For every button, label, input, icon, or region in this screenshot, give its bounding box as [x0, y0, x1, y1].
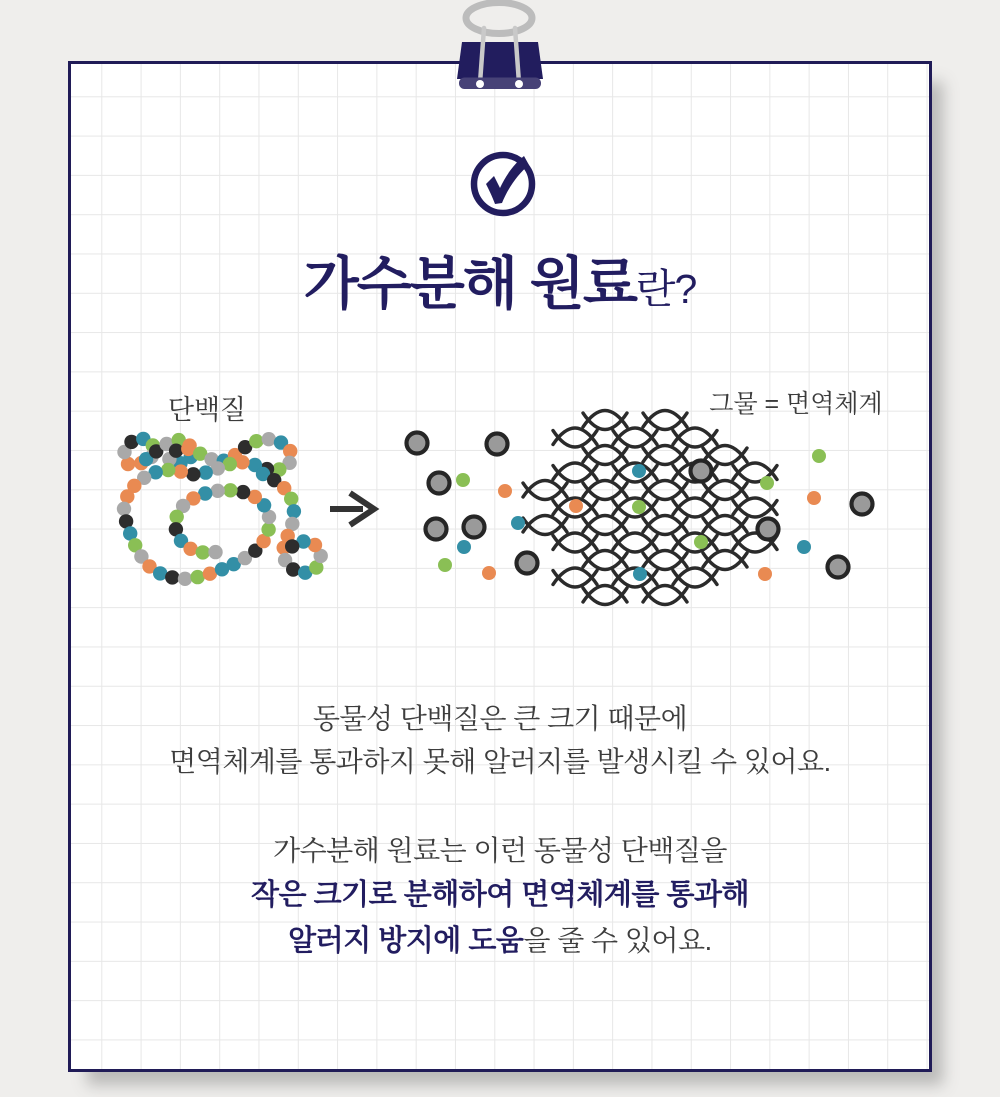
protein-chain-dot	[236, 485, 250, 499]
net-cell	[643, 586, 687, 605]
paragraph-1-line-2: 면역체계를 통과하지 못해 알러지를 발생시킬 수 있어요.	[169, 746, 831, 777]
protein-chain-dot	[169, 444, 183, 458]
page-title	[0, 238, 1000, 320]
check-circle-icon	[464, 148, 542, 222]
protein-chain-dot	[174, 464, 188, 478]
clip-handle-loop	[466, 3, 532, 34]
net-cell	[703, 446, 747, 465]
large-protein-particle	[426, 519, 447, 540]
small-protein-particle	[694, 535, 708, 549]
small-protein-particle	[807, 491, 821, 505]
small-protein-particle	[812, 449, 826, 463]
protein-chain-dot	[211, 484, 225, 498]
paragraph-2-line-3-rest: 을 줄 수 있어요.	[523, 925, 712, 956]
small-protein-particle	[758, 567, 772, 581]
protein-chain-dot	[117, 502, 131, 516]
clip-body	[457, 42, 543, 79]
net-cell	[613, 533, 657, 552]
net-cell	[583, 481, 627, 500]
small-protein-particle	[797, 540, 811, 554]
large-protein-particle	[429, 473, 450, 494]
protein-chain-dot	[178, 572, 192, 586]
small-protein-particle	[632, 464, 646, 478]
net-cell	[643, 516, 687, 535]
large-protein-particle	[828, 557, 849, 578]
net-cell	[583, 586, 627, 605]
net-cell	[703, 551, 747, 570]
protein-label: 단백질	[167, 395, 247, 425]
protein-chain	[117, 432, 328, 586]
protein-chain-dot	[183, 542, 197, 556]
net-cell	[553, 533, 597, 552]
protein-chain-dot	[284, 492, 298, 506]
net-cell	[613, 428, 657, 447]
protein-chain-dot	[235, 455, 249, 469]
net-cell	[583, 446, 627, 465]
protein-chain-dot	[196, 545, 210, 559]
paragraph-1	[0, 697, 1000, 783]
net-cell	[673, 428, 717, 447]
large-protein-particle	[517, 553, 538, 574]
small-protein-particle	[511, 516, 525, 530]
large-protein-particle	[758, 519, 779, 540]
small-protein-particle	[569, 499, 583, 513]
net-cell	[673, 568, 717, 587]
small-protein-particle	[457, 540, 471, 554]
small-protein-particle	[438, 558, 452, 572]
large-protein-particle	[691, 461, 712, 482]
net-cell	[553, 568, 597, 587]
net-cell	[523, 481, 567, 500]
protein-chain-dot	[285, 539, 299, 553]
net-cell	[733, 498, 777, 517]
net-cell	[553, 428, 597, 447]
diagram	[100, 385, 920, 620]
net-cell	[703, 481, 747, 500]
binder-clip-icon	[450, 0, 550, 95]
protein-chain-dot	[190, 570, 204, 584]
net-label: 그물 = 면역체계	[709, 390, 883, 418]
protein-chain-dot	[186, 467, 200, 481]
net-cell	[583, 551, 627, 570]
protein-chain-dot	[208, 545, 222, 559]
particles-mid	[407, 433, 538, 581]
paragraph-2-line-1: 가수분해 원료는 이런 동물성 단백질을	[273, 835, 727, 866]
net-cell	[703, 516, 747, 535]
protein-chain-dot	[170, 510, 184, 524]
protein-chain-dot	[199, 465, 213, 479]
net-cell	[643, 481, 687, 500]
large-protein-particle	[464, 517, 485, 538]
small-protein-particle	[632, 500, 646, 514]
paragraph-1-line-1: 동물성 단백질은 큰 크기 때문에	[312, 703, 688, 734]
net-cell	[643, 446, 687, 465]
protein-chain-dot	[287, 504, 301, 518]
title-main: 가수분해 원료	[303, 252, 636, 316]
small-protein-particle	[498, 484, 512, 498]
immune-net	[523, 411, 777, 605]
net-cell	[583, 411, 627, 430]
protein-chain-dot	[161, 463, 175, 477]
clip-bottom-bar	[459, 78, 541, 90]
protein-chain-dot	[249, 434, 263, 448]
protein-chain-dot	[165, 570, 179, 584]
title-suffix: 란?	[635, 266, 697, 312]
small-protein-particle	[760, 476, 774, 490]
large-protein-particle	[407, 433, 428, 454]
protein-chain-dot	[223, 483, 237, 497]
small-protein-particle	[456, 473, 470, 487]
clip-leg-tip	[515, 80, 523, 88]
right-arrow-icon	[330, 493, 374, 525]
net-cell	[643, 551, 687, 570]
protein-chain-dot	[261, 522, 275, 536]
protein-chain-dot	[120, 489, 134, 503]
net-cell	[523, 516, 567, 535]
paragraph-2-line-2: 작은 크기로 분해하여 면역체계를 통과해	[251, 879, 749, 911]
large-protein-particle	[852, 494, 873, 515]
small-protein-particle	[633, 567, 647, 581]
large-protein-particle	[487, 434, 508, 455]
net-cell	[673, 498, 717, 517]
clip-leg-tip	[476, 80, 484, 88]
net-cell	[583, 516, 627, 535]
paragraph-2-line-3-bold: 알러지 방지에 도움	[288, 925, 524, 957]
protein-chain-dot	[262, 432, 276, 446]
net-cell	[643, 411, 687, 430]
paragraph-2-line-3	[0, 918, 1000, 964]
net-cell	[553, 463, 597, 482]
paragraph-2	[0, 828, 1000, 964]
small-protein-particle	[482, 566, 496, 580]
